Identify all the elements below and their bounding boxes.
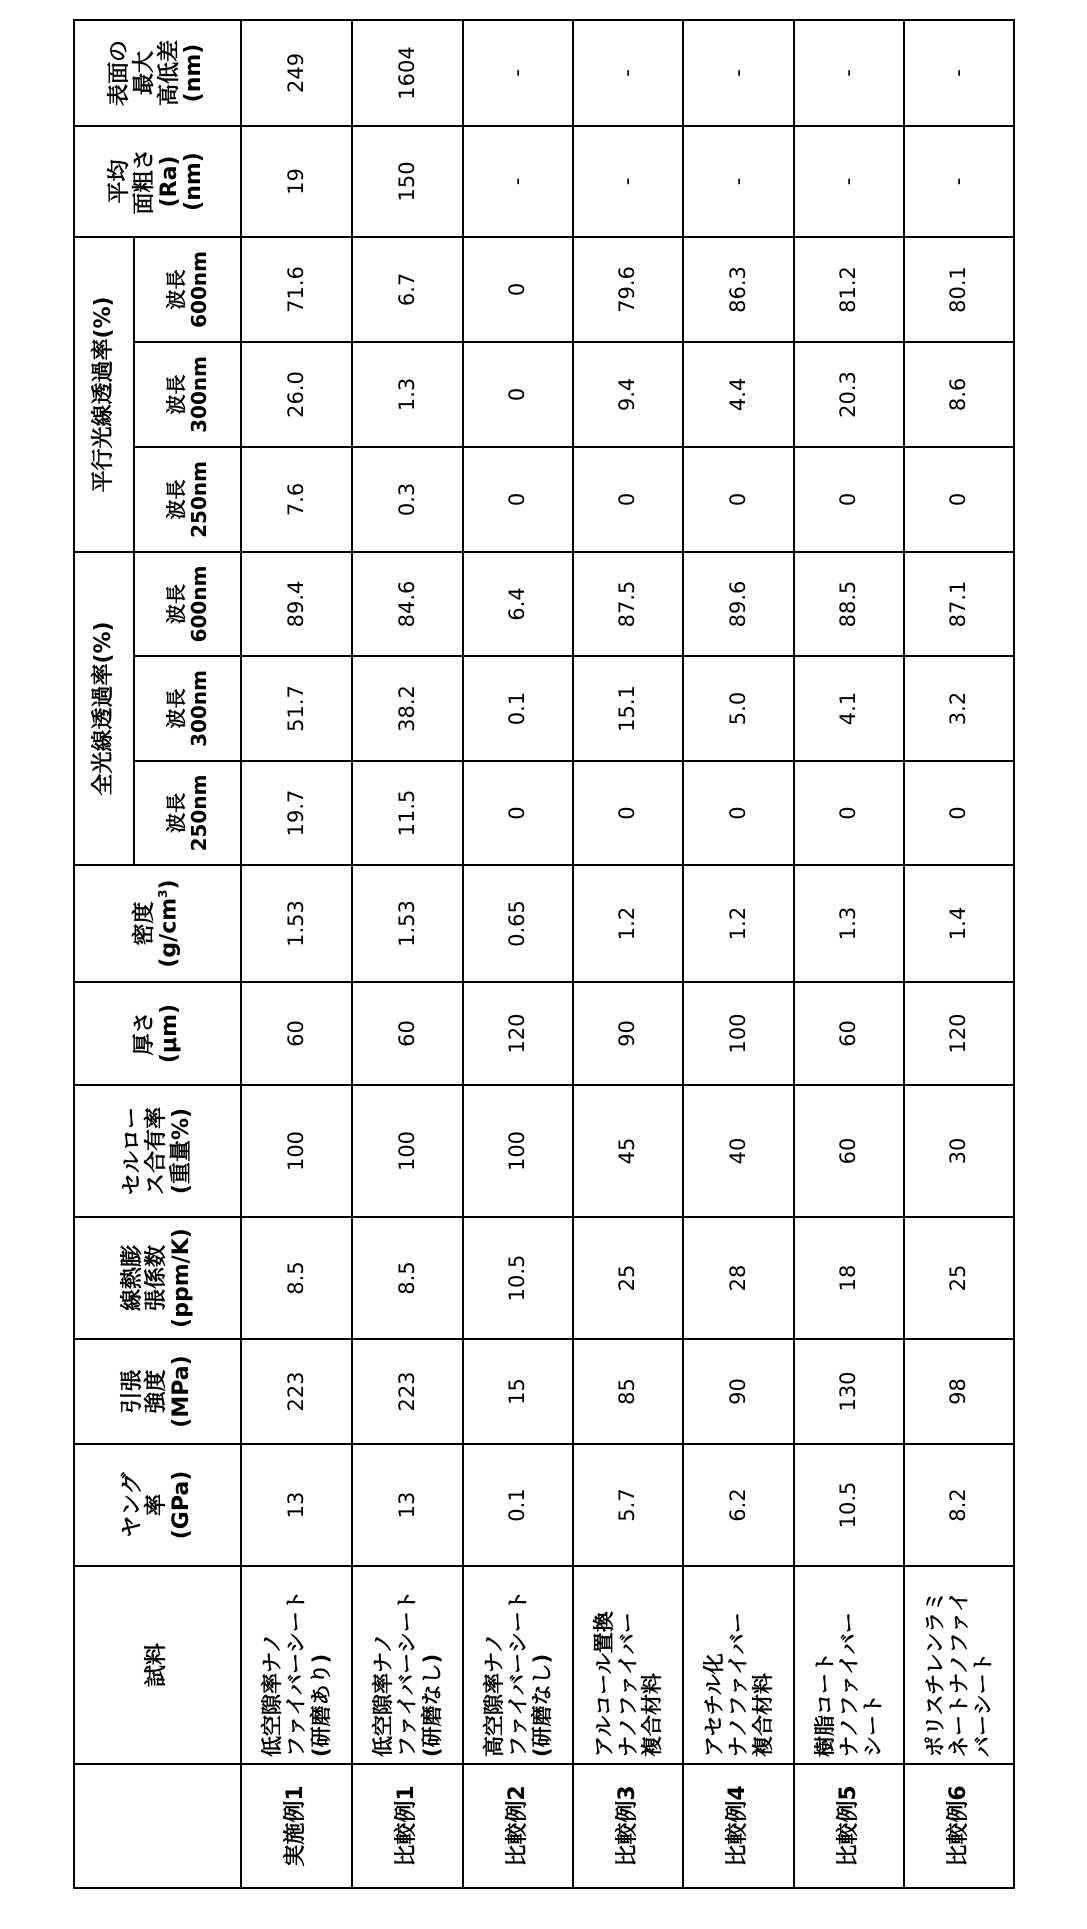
cell-cte: 18 [794,1217,904,1339]
cell-cte: 10.5 [463,1217,573,1339]
cell-cte: 28 [683,1217,794,1339]
header-total-250: 波長 250nm [134,761,241,865]
cell-tensile: 90 [683,1339,794,1444]
cell-tensile: 15 [463,1339,573,1444]
cell-density: 0.65 [463,865,573,982]
cell-max-height-diff: 249 [241,20,352,126]
cell-total-300: 4.1 [794,656,904,761]
cell-total-250: 0 [463,761,573,865]
cell-total-300: 51.7 [241,656,352,761]
cell-total-250: 0 [794,761,904,865]
cell-parallel-300: 4.4 [683,342,794,447]
header-row-group [74,20,134,1888]
cell-cellulose: 100 [463,1085,573,1217]
cell-thickness: 100 [683,982,794,1085]
cell-parallel-250: 0 [573,447,683,552]
cell-roughness: - [904,126,1014,237]
cell-youngs: 8.2 [904,1444,1014,1566]
cell-tensile: 223 [241,1339,352,1444]
cell-roughness: - [573,126,683,237]
cell-parallel-600: 79.6 [573,237,683,342]
cell-thickness: 120 [463,982,573,1085]
header-cte: 線熱膨 張係数 (ppm/K) [74,1217,241,1339]
cell-total-300: 0.1 [463,656,573,761]
cell-youngs: 0.1 [463,1444,573,1566]
cell-roughness: - [463,126,573,237]
cell-parallel-300: 0 [463,342,573,447]
row-sample-name: ポリスチレンラミ ネートナノファイ バーシート [904,1566,1014,1764]
cell-total-300: 5.0 [683,656,794,761]
row-sample-name: 高空隙率ナノ ファイバーシート (研磨なし) [463,1566,573,1764]
cell-roughness: 150 [352,126,463,237]
cell-cellulose: 40 [683,1085,794,1217]
cell-max-height-diff: - [794,20,904,126]
cell-thickness: 120 [904,982,1014,1085]
row-sample-name: アルコール置換 ナノファイバー 複合材料 [573,1566,683,1764]
header-max-height-diff: 表面の 最大 高低差 (nm) [74,20,241,126]
cell-youngs: 13 [241,1444,352,1566]
table-row [463,20,573,1888]
cell-thickness: 60 [794,982,904,1085]
table-row [573,20,683,1888]
cell-total-600: 89.4 [241,552,352,656]
cell-parallel-300: 1.3 [352,342,463,447]
cell-roughness: - [794,126,904,237]
row-id: 比較例4 [683,1764,794,1888]
cell-thickness: 90 [573,982,683,1085]
cell-density: 1.2 [683,865,794,982]
rotated-table-wrapper [73,21,1013,1889]
row-sample-name: 樹脂コート ナノファイバー シート [794,1566,904,1764]
cell-max-height-diff: - [683,20,794,126]
cell-parallel-600: 81.2 [794,237,904,342]
cell-cte: 25 [904,1217,1014,1339]
cell-parallel-300: 8.6 [904,342,1014,447]
header-parallel-transmittance: 平行光線透過率(%) [74,237,134,552]
cell-parallel-250: 0 [904,447,1014,552]
table-row [904,20,1014,1888]
cell-cte: 8.5 [241,1217,352,1339]
cell-parallel-250: 7.6 [241,447,352,552]
cell-cellulose: 30 [904,1085,1014,1217]
cell-cellulose: 60 [794,1085,904,1217]
cell-parallel-250: 0 [463,447,573,552]
cell-cte: 8.5 [352,1217,463,1339]
table-body [241,20,1014,1888]
row-sample-name: 低空隙率ナノ ファイバーシート (研磨なし) [352,1566,463,1764]
cell-parallel-250: 0 [794,447,904,552]
cell-tensile: 130 [794,1339,904,1444]
cell-cellulose: 100 [241,1085,352,1217]
header-total-transmittance: 全光線透過率(%) [74,552,134,865]
cell-parallel-250: 0.3 [352,447,463,552]
cell-total-600: 6.4 [463,552,573,656]
cell-max-height-diff: 1604 [352,20,463,126]
cell-cte: 25 [573,1217,683,1339]
cell-density: 1.53 [352,865,463,982]
header-tensile-strength: 引張 強度 (MPa) [74,1339,241,1444]
cell-parallel-600: 86.3 [683,237,794,342]
row-sample-name: 低空隙率ナノ ファイバーシート (研磨あり) [241,1566,352,1764]
cell-total-250: 0 [573,761,683,865]
cell-tensile: 85 [573,1339,683,1444]
cell-max-height-diff: - [904,20,1014,126]
row-id: 比較例3 [573,1764,683,1888]
cell-thickness: 60 [352,982,463,1085]
cell-total-300: 15.1 [573,656,683,761]
cell-total-250: 19.7 [241,761,352,865]
header-parallel-600: 波長 600nm [134,237,241,342]
cell-cellulose: 100 [352,1085,463,1217]
cell-total-300: 38.2 [352,656,463,761]
row-sample-name: アセチル化 ナノファイバー 複合材料 [683,1566,794,1764]
cell-youngs: 13 [352,1444,463,1566]
cell-cellulose: 45 [573,1085,683,1217]
cell-roughness: - [683,126,794,237]
cell-parallel-600: 0 [463,237,573,342]
table-row [241,20,352,1888]
header-sample: 試料 [74,1566,241,1764]
properties-table [73,19,1015,1889]
cell-total-600: 87.5 [573,552,683,656]
cell-parallel-300: 26.0 [241,342,352,447]
row-id: 比較例2 [463,1764,573,1888]
cell-total-300: 3.2 [904,656,1014,761]
cell-parallel-300: 20.3 [794,342,904,447]
table-row [794,20,904,1888]
cell-parallel-300: 9.4 [573,342,683,447]
header-cellulose: セルロー ス合有率 (重量%) [74,1085,241,1217]
cell-tensile: 98 [904,1339,1014,1444]
header-parallel-300: 波長 300nm [134,342,241,447]
cell-total-600: 89.6 [683,552,794,656]
header-total-600: 波長 600nm [134,552,241,656]
cell-youngs: 10.5 [794,1444,904,1566]
cell-total-250: 11.5 [352,761,463,865]
header-density: 密度 $(g/cm^3)$ [74,865,241,982]
header-thickness: 厚さ (μm) [74,982,241,1085]
cell-parallel-600: 6.7 [352,237,463,342]
cell-parallel-600: 71.6 [241,237,352,342]
cell-thickness: 60 [241,982,352,1085]
cell-youngs: 5.7 [573,1444,683,1566]
cell-density: 1.53 [241,865,352,982]
cell-youngs: 6.2 [683,1444,794,1566]
cell-total-250: 0 [683,761,794,865]
table-row [683,20,794,1888]
header-id [74,1764,241,1888]
cell-density: 1.4 [904,865,1014,982]
row-id: 比較例5 [794,1764,904,1888]
cell-parallel-250: 0 [683,447,794,552]
cell-max-height-diff: - [573,20,683,126]
row-id: 比較例1 [352,1764,463,1888]
cell-max-height-diff: - [463,20,573,126]
cell-total-600: 88.5 [794,552,904,656]
table-row [352,20,463,1888]
header-roughness: 平均 面粗さ (Ra) (nm) [74,126,241,237]
cell-density: 1.3 [794,865,904,982]
cell-density: 1.2 [573,865,683,982]
cell-total-600: 87.1 [904,552,1014,656]
row-id: 比較例6 [904,1764,1014,1888]
header-youngs-modulus: ヤング 率 (GPa) [74,1444,241,1566]
cell-total-600: 84.6 [352,552,463,656]
header-total-300: 波長 300nm [134,656,241,761]
cell-parallel-600: 80.1 [904,237,1014,342]
cell-total-250: 0 [904,761,1014,865]
cell-roughness: 19 [241,126,352,237]
header-parallel-250: 波長 250nm [134,447,241,552]
cell-tensile: 223 [352,1339,463,1444]
row-id: 実施例1 [241,1764,352,1888]
